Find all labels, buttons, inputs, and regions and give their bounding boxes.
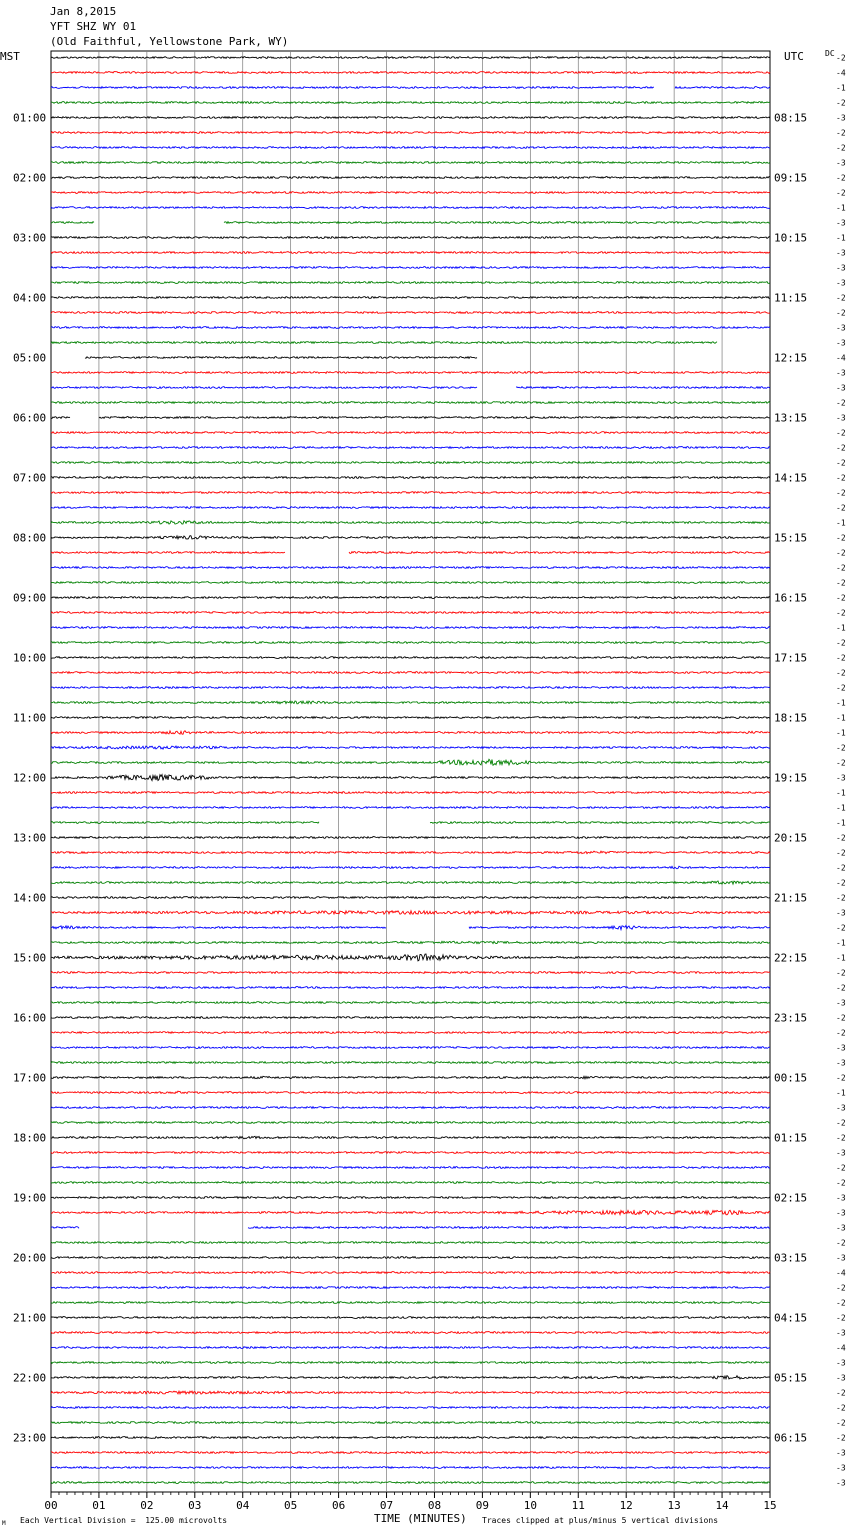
hour-label-right: 09:15 [774,171,808,185]
seismic-trace [51,192,770,194]
seismic-trace [51,1152,770,1154]
dc-label: DC [825,49,835,58]
hour-label-right: 12:15 [774,351,808,365]
x-tick-label: 11 [571,1499,585,1512]
dc-offset-label: -1 [836,713,846,723]
dc-offset-label: -2 [836,1118,846,1128]
seismic-trace [51,536,770,539]
dc-offset-label: -2 [836,1238,846,1248]
hour-label-right: 23:15 [774,1011,808,1025]
seismic-trace [51,1257,770,1259]
hour-label-right: 05:15 [774,1371,808,1385]
hour-label-left: 04:00 [13,291,47,305]
seismic-trace [51,792,770,794]
dc-offset-label: -2 [836,968,846,978]
hour-label-left: 05:00 [13,351,47,365]
dc-offset-label: -3 [836,1208,846,1218]
hour-label-left: 08:00 [13,531,47,545]
x-tick-label: 14 [715,1499,729,1512]
hour-label-left: 17:00 [13,1071,47,1085]
seismic-trace [51,807,770,809]
dc-offset-label: -2 [836,128,846,138]
seismic-trace [51,267,770,269]
seismic-trace [51,954,770,961]
dc-offset-label: -2 [836,428,846,438]
x-tick-label: 15 [763,1499,777,1512]
seismic-trace [51,1302,770,1304]
dc-offset-label: -1 [836,83,846,93]
dc-offset-label: -2 [836,488,846,498]
dc-offset-label: -2 [836,188,846,198]
seismic-trace [51,477,770,479]
hour-label-right: 06:15 [774,1431,808,1445]
dc-offset-label: -2 [836,1298,846,1308]
dc-offset-label: -2 [836,668,846,678]
seismic-trace [51,252,770,254]
hour-label-right: 02:15 [774,1191,808,1205]
dc-offset-label: -3 [836,998,846,1008]
hour-label-left: 10:00 [13,651,47,665]
hour-label-right: 00:15 [774,1071,808,1085]
dc-offset-label: -2 [836,458,846,468]
dc-offset-label: -2 [836,1178,846,1188]
seismic-trace [51,987,770,989]
hour-label-left: 09:00 [13,591,47,605]
seismic-trace [51,372,770,374]
seismic-trace [51,492,770,494]
dc-offset-label: -3 [836,368,846,378]
seismic-trace [51,687,770,689]
dc-offset-label: -3 [836,1328,846,1338]
seismic-trace [51,1197,770,1199]
dc-offset-label: -2 [836,293,846,303]
seismic-trace [51,1031,770,1033]
dc-offset-label: -3 [836,1358,846,1368]
seismic-trace [51,1091,770,1093]
dc-offset-label: -3 [836,338,846,348]
dc-offset-label: -3 [836,1448,846,1458]
dc-offset-label: -2 [836,848,846,858]
dc-offset-label: -2 [836,503,846,513]
dc-offset-label: -1 [836,788,846,798]
dc-offset-label: -1 [836,698,846,708]
dc-offset-label: -2 [836,143,846,153]
seismic-trace [51,1182,770,1184]
seismic-trace [51,1287,770,1289]
seismic-trace [51,462,770,464]
chart-station: YFT SHZ WY 01 [50,20,137,33]
scale-note: Each Vertical Division = 125.00 microvolts [20,1516,228,1525]
seismic-trace [51,866,770,868]
x-tick-label: 13 [667,1499,681,1512]
hour-label-right: 22:15 [774,951,808,965]
chart-date: Jan 8,2015 [50,5,117,18]
dc-offset-label: -2 [836,398,846,408]
seismic-trace [51,327,770,329]
seismic-trace [51,1047,770,1049]
seismic-trace [51,117,770,119]
hour-label-left: 02:00 [13,171,47,185]
x-tick-label: 01 [92,1499,106,1512]
dc-offset-label: -2 [836,983,846,993]
hour-label-right: 03:15 [774,1251,808,1265]
dc-offset-label: -1 [836,803,846,813]
seismic-trace [51,1407,770,1409]
hour-label-right: 18:15 [774,711,808,725]
x-tick-label: 09 [475,1499,490,1512]
seismic-trace [51,837,770,839]
seismic-trace [51,1136,770,1139]
seismic-trace [51,417,770,419]
dc-offset-label: -1 [836,203,846,213]
hour-label-right: 17:15 [774,651,808,665]
hour-label-right: 04:15 [774,1311,808,1325]
seismic-trace [51,597,770,599]
x-tick-label: 05 [284,1499,298,1512]
seismic-trace [51,642,770,644]
hour-label-left: 23:00 [13,1431,47,1445]
seismic-trace [51,881,770,884]
dc-offset-label: -4 [836,1343,846,1353]
dc-offset-label: -3 [836,278,846,288]
seismic-trace [51,132,770,134]
seismic-trace [51,1227,770,1229]
dc-offset-label: -1 [836,818,846,828]
dc-offset-label: -3 [836,1148,846,1158]
seismic-trace [51,1002,770,1004]
dc-offset-label: -1 [836,233,846,243]
dc-offset-label: -3 [836,248,846,258]
dc-offset-label: -3 [836,773,846,783]
seismic-trace [51,1376,770,1379]
seismic-trace [51,731,770,734]
hour-label-left: 14:00 [13,891,47,905]
dc-offset-label: -3 [836,218,846,228]
dc-offset-label: -2 [836,563,846,573]
seismic-trace [51,1422,770,1424]
dc-offset-label: -3 [836,1373,846,1383]
dc-offset-label: -2 [836,1403,846,1413]
seismic-trace [51,897,770,899]
seismic-trace [51,237,770,239]
dc-offset-label: -1 [836,728,846,738]
corner-mark: M [2,1520,6,1527]
hour-label-left: 22:00 [13,1371,47,1385]
dc-offset-label: -3 [836,413,846,423]
seismic-trace [51,1076,770,1079]
seismic-trace [51,1467,770,1469]
dc-offset-label: -2 [836,533,846,543]
dc-offset-label: -2 [836,1133,846,1143]
dc-offset-label: -2 [836,1073,846,1083]
seismic-trace [51,672,770,674]
dc-offset-label: -2 [836,638,846,648]
dc-offset-label: -4 [836,68,846,78]
seismic-trace [51,701,770,704]
seismic-trace [51,925,770,929]
x-tick-label: 12 [619,1499,633,1512]
hour-label-left: 07:00 [13,471,47,485]
hour-label-left: 11:00 [13,711,47,725]
dc-offset-label: -2 [836,578,846,588]
hour-label-left: 21:00 [13,1311,47,1325]
hour-label-right: 16:15 [774,591,808,605]
seismic-trace [51,72,770,74]
seismic-trace [51,387,770,389]
hour-label-left: 19:00 [13,1191,47,1205]
seismic-trace [51,432,770,434]
dc-offset-label: -1 [836,623,846,633]
dc-offset-label: -2 [836,593,846,603]
seismic-trace [51,207,770,209]
dc-offset-label: -2 [836,683,846,693]
dc-offset-label: -2 [836,863,846,873]
dc-offset-label: -2 [836,743,846,753]
dc-offset-label: -4 [836,353,846,363]
seismic-trace [51,1437,770,1439]
seismic-trace [51,507,770,509]
x-axis-label: TIME (MINUTES) [374,1512,467,1525]
seismic-trace [51,657,770,659]
x-tick-label: 08 [427,1499,442,1512]
hour-label-right: 19:15 [774,771,808,785]
dc-offset-label: -1 [836,518,846,528]
dc-offset-label: -2 [836,1163,846,1173]
chart-location: (Old Faithful, Yellowstone Park, WY) [50,35,289,48]
hour-label-left: 20:00 [13,1251,47,1265]
dc-offset-label: -2 [836,1283,846,1293]
hour-label-left: 03:00 [13,231,47,245]
seismic-trace [51,1242,770,1244]
seismic-trace [51,177,770,179]
seismic-trace [51,342,717,344]
seismic-trace [51,1272,770,1274]
seismic-trace [51,759,770,765]
hour-label-left: 06:00 [13,411,47,425]
seismic-trace [51,851,770,854]
seismic-trace [51,627,770,629]
seismic-trace [51,1391,770,1394]
hour-label-right: 01:15 [774,1131,808,1145]
dc-offset-label: -2 [836,443,846,453]
seismic-trace [51,1062,770,1064]
hour-label-left: 01:00 [13,111,47,125]
dc-offset-label: -2 [836,833,846,843]
dc-offset-label: -3 [836,1193,846,1203]
seismic-trace [51,1482,770,1484]
dc-offset-label: -2 [836,1013,846,1023]
hour-label-right: 11:15 [774,291,808,305]
seismic-trace [51,1167,770,1169]
dc-offset-label: -3 [836,383,846,393]
seismic-trace [51,147,770,149]
dc-offset-label: -1 [836,1088,846,1098]
dc-offset-label: -3 [836,113,846,123]
x-tick-label: 10 [523,1499,537,1512]
seismic-trace [51,1347,770,1349]
hour-label-left: 16:00 [13,1011,47,1025]
seismic-trace [51,612,770,614]
dc-offset-label: -3 [836,158,846,168]
seismic-trace [85,357,477,359]
seismic-trace [51,1107,770,1109]
dc-offset-label: -2 [836,308,846,318]
seismic-trace [51,447,770,449]
seismic-trace [51,717,770,719]
seismic-trace [51,1317,770,1319]
seismic-trace [51,222,770,224]
dc-offset-label: -3 [836,1478,846,1488]
dc-offset-label: -2 [836,653,846,663]
dc-offset-label: -2 [836,1388,846,1398]
seismic-trace [51,582,770,584]
seismic-trace [51,911,770,914]
x-tick-label: 00 [44,1499,58,1512]
dc-offset-label: -2 [836,923,846,933]
seismic-trace [51,1332,770,1334]
seismic-trace [51,1362,770,1364]
dc-offset-label: -4 [836,1268,846,1278]
left-timezone-label: MST [0,50,20,63]
dc-offset-label: -2 [836,98,846,108]
dc-offset-label: -3 [836,1223,846,1233]
dc-offset-label: -3 [836,908,846,918]
hour-label-right: 08:15 [774,111,808,125]
seismic-trace [51,282,770,284]
dc-offset-label: -2 [836,473,846,483]
seismic-trace [51,972,770,974]
hour-label-right: 15:15 [774,531,808,545]
dc-offset-label: -3 [836,1253,846,1263]
seismic-trace [51,1017,770,1019]
dc-offset-label: -2 [836,893,846,903]
seismic-trace [51,87,770,89]
dc-offset-label: -2 [836,173,846,183]
seismic-trace [51,521,770,524]
right-timezone-label: UTC [784,50,804,63]
dc-offset-label: -2 [836,1418,846,1428]
seismic-trace [51,822,770,824]
dc-offset-label: -2 [836,1028,846,1038]
seismic-trace [51,1452,770,1454]
dc-offset-label: -3 [836,1103,846,1113]
seismic-trace [51,402,770,404]
seismic-trace [51,297,770,299]
dc-offset-label: -2 [836,878,846,888]
hour-label-left: 13:00 [13,831,47,845]
x-tick-label: 02 [140,1499,154,1512]
seismic-trace [51,552,770,554]
dc-offset-label: -2 [836,548,846,558]
dc-offset-label: -2 [836,53,846,63]
dc-offset-label: -3 [836,1043,846,1053]
hour-label-left: 12:00 [13,771,47,785]
x-tick-label: 03 [188,1499,202,1512]
seismic-trace [51,775,770,781]
dc-offset-label: -1 [836,938,846,948]
seismic-trace [51,162,770,164]
dc-offset-label: -3 [836,263,846,273]
hour-label-left: 15:00 [13,951,47,965]
plot-frame [51,51,770,1492]
dc-offset-label: -3 [836,1058,846,1068]
dc-offset-label: -2 [836,608,846,618]
seismic-trace [51,102,770,104]
dc-offset-label: -2 [836,1433,846,1443]
x-tick-label: 07 [379,1499,394,1512]
dc-offset-label: -2 [836,1313,846,1323]
seismic-trace [51,1122,770,1124]
x-tick-label: 06 [331,1499,346,1512]
hour-label-left: 18:00 [13,1131,47,1145]
dc-offset-label: -2 [836,758,846,768]
hour-label-right: 21:15 [774,891,808,905]
dc-offset-label: -1 [836,953,846,963]
seismic-trace [51,567,770,569]
seismic-trace [51,312,770,314]
clip-note: Traces clipped at plus/minus 5 vertical divisions [482,1516,719,1525]
seismic-trace [51,746,770,749]
hour-label-right: 13:15 [774,411,808,425]
hour-label-right: 20:15 [774,831,808,845]
seismic-trace [51,1210,770,1214]
hour-label-right: 10:15 [774,231,808,245]
x-tick-label: 04 [236,1499,250,1512]
dc-offset-label: -3 [836,323,846,333]
seismic-trace [51,57,770,59]
dc-offset-label: -3 [836,1463,846,1473]
seismic-trace [51,941,770,943]
hour-label-right: 14:15 [774,471,808,485]
